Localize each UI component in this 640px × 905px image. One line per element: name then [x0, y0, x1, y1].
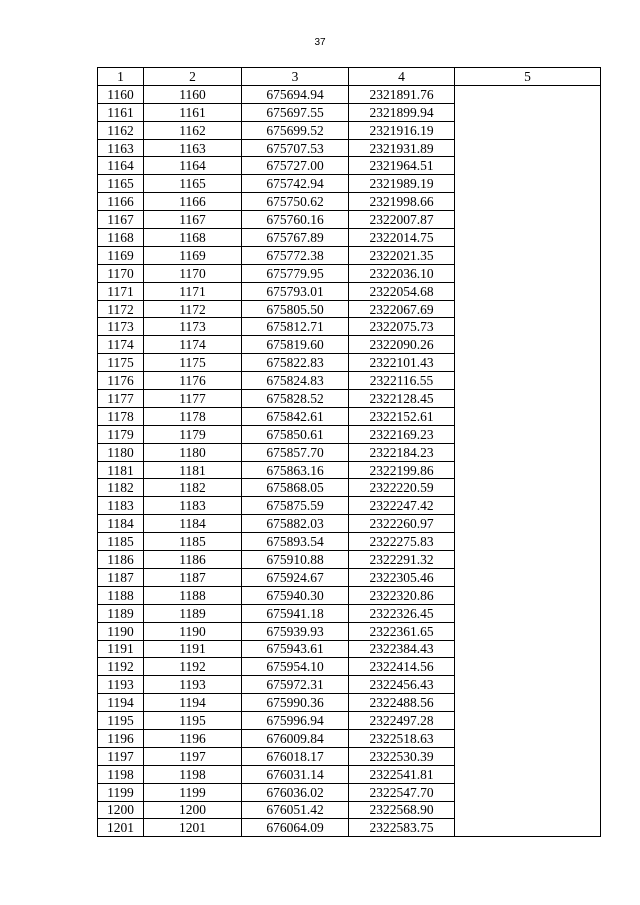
table-cell: 2321931.89 [349, 139, 455, 157]
table-cell: 675850.61 [242, 425, 349, 443]
table-cell: 2321998.66 [349, 193, 455, 211]
table-cell: 1169 [144, 246, 242, 264]
table-cell: 675727.00 [242, 157, 349, 175]
table-cell: 675779.95 [242, 264, 349, 282]
table-cell: 676018.17 [242, 747, 349, 765]
table-cell: 2322054.68 [349, 282, 455, 300]
table-cell: 2321964.51 [349, 157, 455, 175]
table-cell: 1180 [144, 443, 242, 461]
table-cell: 1186 [98, 551, 144, 569]
table-cell: 2322305.46 [349, 568, 455, 586]
table-cell: 1171 [98, 282, 144, 300]
table-cell: 1169 [98, 246, 144, 264]
table-cell: 1164 [98, 157, 144, 175]
table-cell: 1161 [98, 103, 144, 121]
table-header-row [98, 68, 601, 86]
table-cell: 1168 [98, 229, 144, 247]
table-cell: 676036.02 [242, 783, 349, 801]
table-cell: 675954.10 [242, 658, 349, 676]
table-cell: 1200 [144, 801, 242, 819]
table-cell: 2322497.28 [349, 712, 455, 730]
column-header: 4 [349, 68, 455, 86]
table-cell: 1184 [98, 515, 144, 533]
table-cell: 1188 [144, 586, 242, 604]
table-cell: 1183 [98, 497, 144, 515]
table-cell: 1165 [98, 175, 144, 193]
table-cell: 1195 [144, 712, 242, 730]
table-cell: 1179 [144, 425, 242, 443]
table-cell: 1185 [98, 533, 144, 551]
table-cell: 2322260.97 [349, 515, 455, 533]
table-cell: 2322128.45 [349, 390, 455, 408]
table-cell: 2321891.76 [349, 85, 455, 103]
table-cell: 675863.16 [242, 461, 349, 479]
table-cell: 675924.67 [242, 568, 349, 586]
table-cell: 675893.54 [242, 533, 349, 551]
table-cell: 675842.61 [242, 407, 349, 425]
table-body [98, 85, 601, 836]
table-cell: 675772.38 [242, 246, 349, 264]
table-cell: 1201 [98, 819, 144, 837]
table-cell: 675822.83 [242, 354, 349, 372]
table-cell: 1189 [98, 604, 144, 622]
table-cell: 1180 [98, 443, 144, 461]
table-cell: 675812.71 [242, 318, 349, 336]
table-cell: 1182 [144, 479, 242, 497]
table-cell: 1173 [98, 318, 144, 336]
table-cell: 1176 [98, 372, 144, 390]
table-cell: 2322184.23 [349, 443, 455, 461]
table-cell: 1190 [98, 622, 144, 640]
table-cell: 2322067.69 [349, 300, 455, 318]
table-cell: 675824.83 [242, 372, 349, 390]
table-cell: 2322414.56 [349, 658, 455, 676]
table-cell: 1168 [144, 229, 242, 247]
table-cell: 2322075.73 [349, 318, 455, 336]
table-cell: 676051.42 [242, 801, 349, 819]
table-cell: 676064.09 [242, 819, 349, 837]
table-cell: 2322101.43 [349, 354, 455, 372]
table-cell: 1190 [144, 622, 242, 640]
table-cell: 1192 [144, 658, 242, 676]
table-cell: 675875.59 [242, 497, 349, 515]
table-cell: 675996.94 [242, 712, 349, 730]
column-header: 5 [455, 68, 601, 86]
table-cell: 2321916.19 [349, 121, 455, 139]
table-cell: 675694.94 [242, 85, 349, 103]
table-cell: 675805.50 [242, 300, 349, 318]
table-cell: 2322247.42 [349, 497, 455, 515]
table-cell: 1170 [98, 264, 144, 282]
table-cell: 675910.88 [242, 551, 349, 569]
table-cell: 1162 [144, 121, 242, 139]
table-cell: 675828.52 [242, 390, 349, 408]
table-cell: 1193 [98, 676, 144, 694]
table-cell: 1178 [144, 407, 242, 425]
table-cell: 1193 [144, 676, 242, 694]
table-cell: 2322021.35 [349, 246, 455, 264]
table-cell: 675760.16 [242, 211, 349, 229]
table-cell: 2322568.90 [349, 801, 455, 819]
table-cell: 1175 [144, 354, 242, 372]
table-cell: 1171 [144, 282, 242, 300]
table-cell: 675857.70 [242, 443, 349, 461]
coordinates-table [97, 67, 601, 837]
table-cell: 2322530.39 [349, 747, 455, 765]
table-cell: 2322007.87 [349, 211, 455, 229]
column-header: 1 [98, 68, 144, 86]
table-cell: 1181 [98, 461, 144, 479]
table-cell: 1194 [98, 694, 144, 712]
column-header: 3 [242, 68, 349, 86]
table-cell: 1167 [98, 211, 144, 229]
table-cell: 1177 [98, 390, 144, 408]
table-cell: 675750.62 [242, 193, 349, 211]
table-cell: 675990.36 [242, 694, 349, 712]
table-cell: 1170 [144, 264, 242, 282]
page-number: 37 [314, 37, 326, 48]
table-cell: 1164 [144, 157, 242, 175]
table-cell: 1197 [98, 747, 144, 765]
table-cell: 675868.05 [242, 479, 349, 497]
table-cell: 1198 [144, 765, 242, 783]
empty-column-cell [455, 85, 601, 836]
table-cell: 1177 [144, 390, 242, 408]
table-cell: 2322488.56 [349, 694, 455, 712]
table-cell: 1166 [144, 193, 242, 211]
table-cell: 1195 [98, 712, 144, 730]
table-cell: 1199 [144, 783, 242, 801]
table-cell: 1167 [144, 211, 242, 229]
table-cell: 2322014.75 [349, 229, 455, 247]
table-cell: 2322036.10 [349, 264, 455, 282]
table-cell: 1179 [98, 425, 144, 443]
table-cell: 2322169.23 [349, 425, 455, 443]
table-cell: 1165 [144, 175, 242, 193]
table-cell: 1186 [144, 551, 242, 569]
table-cell: 675943.61 [242, 640, 349, 658]
table-cell: 1198 [98, 765, 144, 783]
table-cell: 2322291.32 [349, 551, 455, 569]
table-cell: 1200 [98, 801, 144, 819]
table-cell: 2322518.63 [349, 729, 455, 747]
table-cell: 1173 [144, 318, 242, 336]
table-cell: 1181 [144, 461, 242, 479]
table-cell: 1172 [144, 300, 242, 318]
table-cell: 1197 [144, 747, 242, 765]
table-cell: 2322199.86 [349, 461, 455, 479]
table-cell: 2322152.61 [349, 407, 455, 425]
table-cell: 675941.18 [242, 604, 349, 622]
table-cell: 675972.31 [242, 676, 349, 694]
table-cell: 1189 [144, 604, 242, 622]
table-cell: 2322326.45 [349, 604, 455, 622]
table-cell: 1182 [98, 479, 144, 497]
table-cell: 2321899.94 [349, 103, 455, 121]
table-cell: 675793.01 [242, 282, 349, 300]
table-cell: 1176 [144, 372, 242, 390]
table-cell: 2322541.81 [349, 765, 455, 783]
table-cell: 2322583.75 [349, 819, 455, 837]
table-row [98, 85, 601, 103]
table-cell: 1188 [98, 586, 144, 604]
table-cell: 675707.53 [242, 139, 349, 157]
table-cell: 1161 [144, 103, 242, 121]
table-cell: 1172 [98, 300, 144, 318]
table-cell: 1166 [98, 193, 144, 211]
table-cell: 675697.55 [242, 103, 349, 121]
table-cell: 675940.30 [242, 586, 349, 604]
table-cell: 2322220.59 [349, 479, 455, 497]
column-header: 2 [144, 68, 242, 86]
table-cell: 1174 [98, 336, 144, 354]
table-cell: 1174 [144, 336, 242, 354]
table-cell: 1196 [98, 729, 144, 747]
table-cell: 1199 [98, 783, 144, 801]
table-cell: 1191 [144, 640, 242, 658]
table-cell: 2322456.43 [349, 676, 455, 694]
table-cell: 2322090.26 [349, 336, 455, 354]
table-cell: 2322361.65 [349, 622, 455, 640]
table-cell: 1163 [98, 139, 144, 157]
table-cell: 2322275.83 [349, 533, 455, 551]
table-cell: 1185 [144, 533, 242, 551]
table-cell: 2322384.43 [349, 640, 455, 658]
table-cell: 1191 [98, 640, 144, 658]
table-cell: 2322547.70 [349, 783, 455, 801]
table-cell: 675819.60 [242, 336, 349, 354]
table-cell: 1175 [98, 354, 144, 372]
table-cell: 1194 [144, 694, 242, 712]
table-cell: 2322116.55 [349, 372, 455, 390]
table-cell: 1187 [98, 568, 144, 586]
table-cell: 1162 [98, 121, 144, 139]
table-cell: 1160 [144, 85, 242, 103]
table-cell: 675742.94 [242, 175, 349, 193]
table-cell: 2322320.86 [349, 586, 455, 604]
table-cell: 1201 [144, 819, 242, 837]
table-cell: 1187 [144, 568, 242, 586]
table-cell: 1183 [144, 497, 242, 515]
table-cell: 675767.89 [242, 229, 349, 247]
table-cell: 1192 [98, 658, 144, 676]
table-cell: 676031.14 [242, 765, 349, 783]
table-cell: 676009.84 [242, 729, 349, 747]
table-cell: 1163 [144, 139, 242, 157]
table-cell: 1184 [144, 515, 242, 533]
table-cell: 2321989.19 [349, 175, 455, 193]
table-cell: 1196 [144, 729, 242, 747]
table-cell: 675882.03 [242, 515, 349, 533]
table-cell: 675939.93 [242, 622, 349, 640]
table-cell: 1178 [98, 407, 144, 425]
table-cell: 675699.52 [242, 121, 349, 139]
table-cell: 1160 [98, 85, 144, 103]
